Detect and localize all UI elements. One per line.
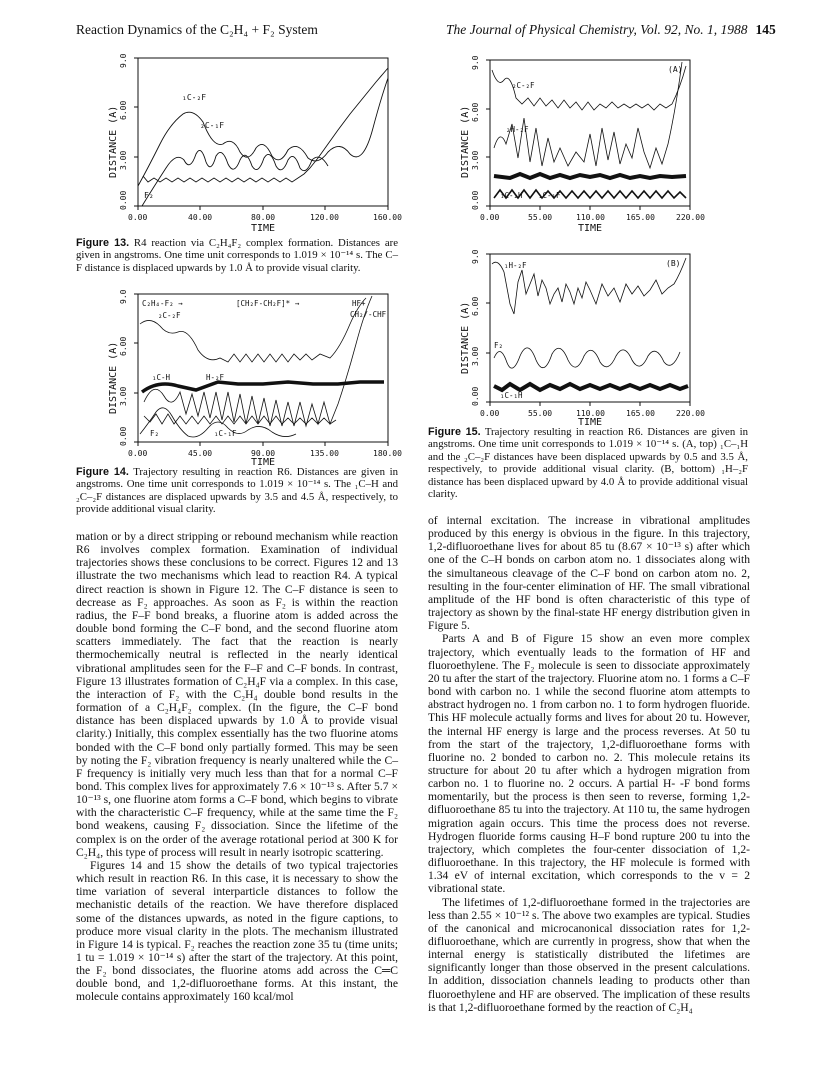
body-paragraph: The lifetimes of 1,2-difluoroethane formed in the trajectories are less than 2.55 × 10⁻¹² s. The above two examples are typical. Studies of the canonical and microcanonical dissociation rates for 1,2-difluoroethane, which are currently in progress, show that when the internal energy is statistically distributed the lifetimes are significantly longer than those observed in the present calculations. In addition, dissociation channels leading to products other than fluoroethylene and HF are observed. The implication of these results is that 1,2-difluoroethane formed by the reaction of C₂H₄ bbox=[428, 895, 750, 1014]
trace-f2 bbox=[494, 348, 680, 368]
stage-label: [CH₂F-CH₂F]* → bbox=[236, 299, 300, 308]
curve-label: ₁C-₁F bbox=[538, 191, 561, 200]
curve-label: H-₂F bbox=[206, 373, 225, 382]
y-tick-label: 3.00 bbox=[471, 150, 480, 170]
x-tick-label: 160.00 bbox=[373, 213, 402, 222]
x-tick-label: 55.00 bbox=[528, 409, 553, 418]
x-tick-label: 0.00 bbox=[128, 449, 148, 458]
caption-text: R4 reaction via C₂H₄F₂ complex formation. Distances are given in angstroms. One time unit corresponds to 1.019 × 10⁻¹⁴ s. The C–F distance is displaced upwards by 1.0 Å to provide visual clarity. bbox=[76, 237, 398, 274]
figure-15-caption bbox=[428, 426, 748, 500]
x-tick-label: 165.00 bbox=[626, 213, 655, 222]
y-tick-label: 6.00 bbox=[471, 102, 480, 122]
y-tick-label: 0.00 bbox=[119, 190, 128, 210]
figure-14-plot bbox=[88, 284, 404, 468]
x-tick-label: 0.00 bbox=[128, 213, 148, 222]
x-tick-label: 220.00 bbox=[676, 409, 705, 418]
x-tick-label: 180.00 bbox=[373, 449, 402, 458]
panel-label: (A) bbox=[668, 65, 683, 74]
trace-1c-2f bbox=[138, 78, 388, 186]
figure-13-plot bbox=[88, 48, 404, 238]
curve-label: ₁C-₂H bbox=[500, 191, 523, 200]
x-tick-label: 0.00 bbox=[480, 213, 500, 222]
stage-label: CH₂/-CHF bbox=[350, 310, 387, 319]
x-tick-label: 45.00 bbox=[188, 449, 213, 458]
x-axis-label: TIME bbox=[251, 223, 276, 234]
body-paragraph: of internal excitation. The increase in vibrational amplitudes produced by this energy is obvious in the figure. In this trajectory, 1,2-difluoroethane lives for about 85 tu (8.67 × 10⁻¹³ s) after which one of the C–H bonds on carbon atom no. 1 dissociates along with the simultaneous cleavage of the C–F bond on carbon atom no. 2, resulting in the four-center elimination of HF. The small vibrational amplitude of the HF bond is often characteristic of this type of trajectory as shown by the final-state HF energy distribution given in Figure 5. bbox=[428, 514, 750, 633]
curve-label: ₁C-₁F bbox=[214, 429, 237, 438]
x-tick-label: 165.00 bbox=[626, 409, 655, 418]
x-tick-label: 220.00 bbox=[676, 213, 705, 222]
x-axis-label: TIME bbox=[251, 457, 276, 468]
trace-f2 bbox=[143, 68, 388, 182]
trace-2c-1f bbox=[142, 150, 328, 206]
x-tick-label: 135.00 bbox=[310, 449, 339, 458]
curve-label: ₁C-₁H bbox=[500, 391, 523, 400]
caption-label: Figure 14. bbox=[76, 466, 129, 478]
figure-13-caption bbox=[76, 237, 398, 274]
body-paragraph: mation or by a direct stripping or rebound mechanism while reaction R6 involves complex formation. Examination of individual trajectories shows these conclusions to be correct. Figures 12 and 13 illustrate the two mechanisms which lead to reaction R4. A typical direct reaction is shown in Figure 12. The C–F distance is seen to decrease as F₂ approaches. As soon as F₂ is within the reaction radius, the F–F bond breaks, a fluorine atom is added across the double bond forming the C–F bond, and the second fluorine atom scatters immediately. The fact that the reaction is nearly thermochemically neutral is reflected in the nearly identical vibrational amplitudes seen for the F–F and C–F bonds. In contrast, Figure 13 illustrates formation of C₂H₄F via a complex. In this case, the interaction of F₂ with the C₂H₄ double bond results in the formation of a C₂H₄F₂ complex. (In the figure, the C–F bond distance has been displaced upwards by 1.0 Å to provide visual clarity.) Initially, this complex essentially has the two fluorine atoms bonded with the C–F bond only partially formed. This may be seen by noting the F₂ vibration frequency is nearly unaltered while the C–F frequency is initially very much less than that for a normal C–F bond. This complex lives for approximately 7.6 × 10⁻¹³ s. After 5.7 × 10⁻¹³ s, one fluorine atom forms a C–F bond, which begins to vibrate with the characteristic C–F frequency, while at the same time the F₂ bond weakens, causing F₂ dissociation. Since the lifetime of the complex is on the order of the average rotational period at 300 K for C₂H₄, this type of process will result in nearly isotropic scattering. bbox=[76, 530, 398, 859]
y-tick-label: 6.00 bbox=[119, 100, 128, 120]
y-tick-label: 0.00 bbox=[471, 190, 480, 210]
y-tick-label: 9.0 bbox=[471, 55, 480, 70]
curve-label: F₂ bbox=[144, 191, 154, 200]
curve-label: ₂C-₂F bbox=[512, 81, 535, 90]
curve-label: ₂C-₂F bbox=[158, 311, 181, 320]
curve-label: ₁C-₂F bbox=[182, 93, 207, 102]
stage-label: HF+ bbox=[352, 299, 366, 308]
trace-1c-1f bbox=[494, 190, 686, 198]
x-tick-label: 120.00 bbox=[310, 213, 339, 222]
caption-label: Figure 15. bbox=[428, 426, 481, 438]
y-tick-label: 9.0 bbox=[471, 249, 480, 264]
figure-15b-plot bbox=[440, 244, 756, 428]
x-tick-label: 55.00 bbox=[528, 213, 553, 222]
x-axis-label: TIME bbox=[578, 417, 603, 428]
stage-label: C₂H₄-F₂ → bbox=[142, 299, 183, 308]
y-tick-label: 3.00 bbox=[119, 386, 128, 406]
trace-1c-1f bbox=[144, 414, 336, 424]
y-tick-label: 6.00 bbox=[119, 336, 128, 356]
y-tick-label: 9.0 bbox=[119, 53, 128, 68]
plot-frame bbox=[138, 58, 388, 206]
x-tick-label: 0.00 bbox=[480, 409, 500, 418]
running-header-title: Reaction Dynamics of the C₂H₄ + F₂ System bbox=[76, 22, 318, 37]
left-text-column bbox=[76, 530, 398, 1004]
x-tick-label: 40.00 bbox=[188, 213, 213, 222]
x-axis-label: TIME bbox=[578, 223, 603, 234]
y-tick-label: 0.00 bbox=[471, 386, 480, 406]
journal-citation: The Journal of Physical Chemistry, Vol. 92, No. 1, 1988 bbox=[446, 22, 748, 37]
curve-label: F₂ bbox=[150, 429, 160, 438]
x-tick-label: 80.00 bbox=[251, 213, 276, 222]
x-tick-label: 110.00 bbox=[576, 213, 605, 222]
curve-label: ₂H-₂F bbox=[506, 125, 529, 134]
y-axis-label: DISTANCE (A) bbox=[460, 301, 471, 374]
caption-text: Trajectory resulting in reaction R6. Distances are given in angstroms. One time unit corresponds to 1.019 × 10⁻¹⁴ s. The ₁C–H and ₂C–₂F distances are displaced upwards by 3.5 and 4.5 Å, respectively, to provide additional visual clarity. bbox=[76, 466, 398, 516]
curve-label: F₂ bbox=[494, 341, 504, 350]
caption-text: Trajectory resulting in reaction R6. Distances are given in angstroms. One time unit corresponds to 1.019 × 10⁻¹⁴ s. (A, top) ₁C–₁H and the ₂C–₂F distances have been displaced upwards by 0.5 and 3.5 Å, respectively, to provide additional visual clarity. (B, bottom) ₁H–₂F distance has been displaced upward by 4.0 Å to provide additional visual clarity. bbox=[428, 426, 748, 501]
y-axis-label: DISTANCE (A) bbox=[108, 105, 119, 178]
y-axis-label: DISTANCE (A) bbox=[460, 105, 471, 178]
figure-14-caption bbox=[76, 466, 398, 516]
figure-15a-plot bbox=[440, 48, 756, 238]
trace-2h-2f bbox=[494, 62, 682, 168]
trace-1c-h bbox=[142, 382, 384, 392]
y-tick-label: 3.00 bbox=[471, 346, 480, 366]
right-text-column bbox=[428, 514, 750, 1014]
y-tick-label: 6.00 bbox=[471, 296, 480, 316]
curve-label: ₂C-₁F bbox=[200, 121, 225, 130]
body-paragraph: Figures 14 and 15 show the details of two typical trajectories which result in reaction R6. In this case, it is necessary to show the time variation of several interparticle distances to follow the mechanistic details of the reaction. We have therefore displaced some of the distances upwards, as noted in the figure captions, to produce more visual clarity in the plots. The mechanism illustrated in Figure 14 is typical. F₂ reaches the reaction zone 35 tu (time units; 1 tu = 1.019 × 10⁻¹⁴ s) after the start of the trajectory. At this point, the F₂ bond dissociates, the fluorine atoms add across the C═C double bond, and 1,2-difluoroethane forms. At this instant, the molecule contains approximately 160 kcal/mol bbox=[76, 858, 398, 1004]
curve-label: ₁C-H bbox=[152, 373, 171, 382]
curve-label: ₁H-₂F bbox=[504, 261, 527, 270]
y-tick-label: 9.0 bbox=[119, 289, 128, 304]
y-axis-label: DISTANCE (A) bbox=[108, 341, 119, 414]
trace-1c-1h bbox=[494, 384, 688, 390]
panel-label: (B) bbox=[666, 259, 681, 268]
x-tick-label: 110.00 bbox=[576, 409, 605, 418]
page-number: 145 bbox=[755, 22, 776, 37]
y-tick-label: 0.00 bbox=[119, 426, 128, 446]
trace-1c-2h bbox=[494, 174, 686, 178]
y-tick-label: 3.00 bbox=[119, 150, 128, 170]
body-paragraph: Parts A and B of Figure 15 show an even more complex trajectory, which eventually leads to the formation of HF and fluoroethylene. The F₂ molecule is seen to dissociate approximately 20 tu after the start of the trajectory. Fluorine atom no. 1 forms a C–F bond with carbon no. 1 while the second fluorine atom attempts to abstract hydrogen no. 1 from carbon no. 1 to form hydrogen fluoride. This HF molecule actually forms and lives for about 20 tu. However, the internal HF energy is large and the process reverses. At 50 tu from the start of the trajectory, 1,2-difluoroethane forms with fluorine no. 2 bonded to carbon no. 2. This molecule retains its structure for about 20 tu after which a hydrogen migration from carbon no. 1 to fluorine no. 2 occurs. A partial H- -F bond forms momentarily, but the process is then seen to reverse, forming 1,2-difluoroethane 85 tu into the trajectory. At 110 tu, the same hydrogen migration again occurs. This time the process does not reverse. Hydrogen fluoride forms causing H–F bond rupture 200 tu into the trajectory, which completes the four-center dissociation of 1,2-difluoroethane. In this trajectory, the HF molecule is formed with 1.34 eV of internal excitation, which corresponds to the v = 2 vibrational state. bbox=[428, 632, 750, 896]
x-tick-label: 90.00 bbox=[251, 449, 276, 458]
caption-label: Figure 13. bbox=[76, 237, 130, 249]
running-header-journal bbox=[446, 22, 776, 38]
